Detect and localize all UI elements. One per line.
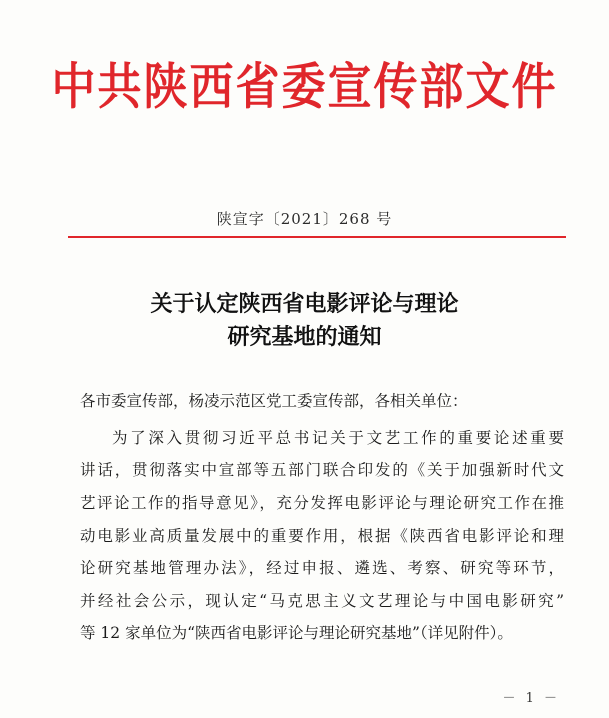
document-number: 陕宣字〔2021〕268 号 bbox=[216, 210, 393, 228]
page-number: － 1 － bbox=[502, 691, 560, 706]
red-divider-line bbox=[68, 236, 566, 238]
body-line-2: 讲话，贯彻落实中宣部等五部门联合印发的《关于加强新时代文 bbox=[80, 461, 564, 479]
body-line-3: 艺评论工作的指导意见》，充分发挥电影评论与理论研究工作在推 bbox=[80, 494, 564, 512]
document-title-line-2: 研究基地的通知 bbox=[227, 325, 382, 350]
body-line-6: 并经社会公示，现认定“马克思主义文艺理论与中国电影研究” bbox=[80, 592, 564, 610]
body-line-4: 动电影业高质量发展中的重要作用，根据《陕西省电影评论和理 bbox=[80, 527, 564, 545]
body-line-5: 论研究基地管理办法》，经过申报、遴选、考察、研究等环节， bbox=[80, 559, 564, 577]
document-title-line-1: 关于认定陕西省电影评论与理论 bbox=[150, 292, 459, 317]
body-line-7: 等 12 家单位为“陕西省电影评论与理论研究基地”（详见附件）。 bbox=[80, 624, 513, 642]
body-line-1: 为了深入贯彻习近平总书记关于文艺工作的重要论述重要 bbox=[112, 429, 564, 447]
document-masthead: 中共陕西省委宣传部文件 bbox=[51, 58, 558, 116]
salutation: 各市委宣传部，杨凌示范区党工委宣传部，各相关单位： bbox=[80, 392, 468, 410]
